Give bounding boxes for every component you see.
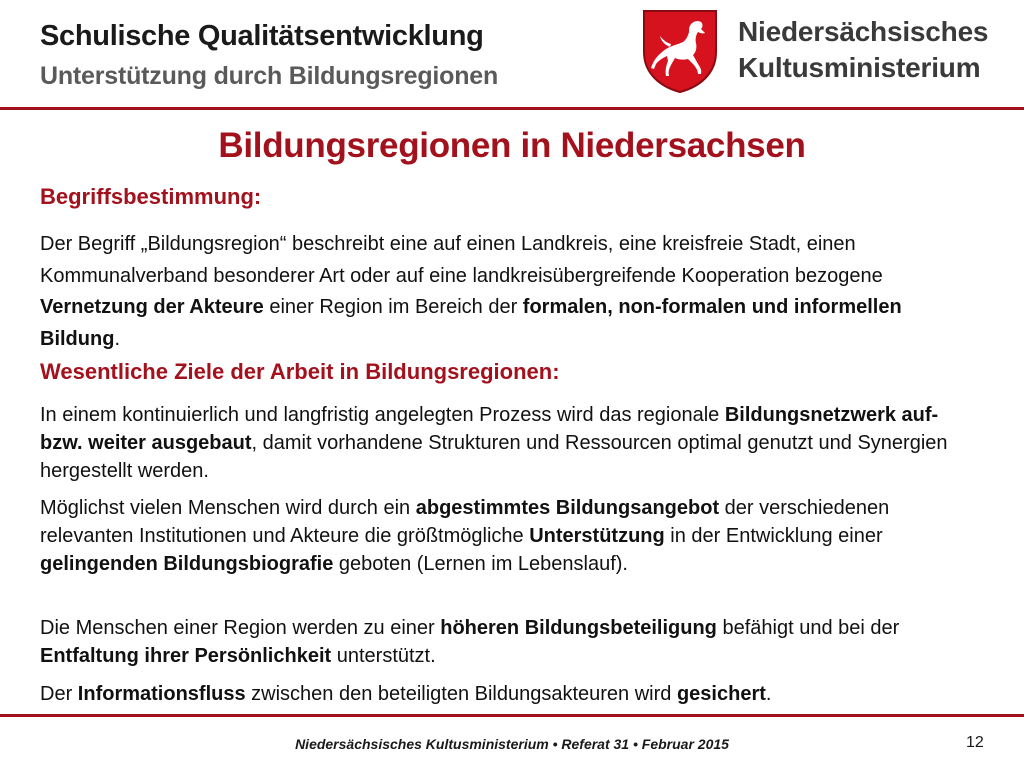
emphasized-text: gelingenden Bildungsbiografie xyxy=(40,553,334,575)
emphasized-text: Vernetzung der Akteure xyxy=(40,296,264,318)
section-heading-goals: Wesentliche Ziele der Arbeit in Bildungsregionen: xyxy=(40,359,560,384)
goal-paragraph-1 xyxy=(40,401,970,485)
paragraph-text: geboten (Lernen im Lebenslauf). xyxy=(333,553,628,575)
header-title: Schulische Qualitätsentwicklung xyxy=(40,20,484,52)
goal-paragraph-3 xyxy=(40,614,970,670)
footer-text: Niedersächsisches Kultusministerium • Referat 31 • Februar 2015 xyxy=(295,736,729,752)
emphasized-text: Bildungsnetzwerk auf- bzw. weiter ausgebaut xyxy=(40,404,939,454)
paragraph-text: in der Entwicklung einer xyxy=(664,525,883,547)
emphasized-text: Informationsfluss xyxy=(77,683,246,705)
paragraph-text: Der Begriff „Bildungsregion“ beschreibt eine auf einen Landkreis, eine kreisfreie Stadt, einen Kommunalverband besonderer Art oder auf eine landkreisübergreifende Kooperation bezogene xyxy=(40,233,883,287)
main-title: Bildungsregionen in Niedersachsen xyxy=(218,126,806,165)
header-divider xyxy=(0,107,1024,110)
paragraph-text: . xyxy=(114,327,120,350)
goal-paragraph-2 xyxy=(40,494,970,578)
definition-paragraph xyxy=(40,229,970,355)
section-heading-definition: Begriffsbestimmung: xyxy=(40,184,262,209)
paragraph-text: Die Menschen einer Region werden zu einer xyxy=(40,617,441,639)
emphasized-text: gesichert xyxy=(676,683,766,705)
paragraph-text: , damit vorhandene Strukturen und Ressourcen optimal genutzt und Synergien hergestellt werden. xyxy=(40,432,948,482)
emphasized-text: höheren Bildungsbeteiligung xyxy=(440,617,717,639)
paragraph-text: unterstützt. xyxy=(331,645,436,667)
header-subtitle: Unterstützung durch Bildungsregionen xyxy=(40,62,499,90)
paragraph-text: der verschiedenen relevanten Institutionen und Akteure die größtmögliche xyxy=(40,497,890,547)
paragraph-text: befähigt und bei der xyxy=(716,617,900,639)
goal-paragraph-4 xyxy=(40,680,970,708)
paragraph-text: zwischen den beteiligten Bildungsakteuren wird xyxy=(245,683,677,705)
emphasized-text: abgestimmtes Bildungsangebot xyxy=(415,497,720,519)
page-number: 12 xyxy=(966,734,984,751)
paragraph-text: In einem kontinuierlich und langfristig angelegten Prozess wird das regionale xyxy=(40,404,725,426)
paragraph-text: . xyxy=(765,683,772,705)
emphasized-text: Entfaltung ihrer Persönlichkeit xyxy=(40,645,332,667)
ministry-name xyxy=(738,14,988,86)
paragraph-text: Der xyxy=(40,683,78,705)
emphasized-text: Unterstützung xyxy=(529,525,665,547)
footer-divider xyxy=(0,714,1024,717)
emphasized-text: formalen, non-formalen und informellen Bildung xyxy=(40,296,902,350)
lower-saxony-horse-crest-icon xyxy=(641,8,719,94)
paragraph-text: Möglichst vielen Menschen wird durch ein xyxy=(40,497,416,519)
ministry-name-line2: Kultusministerium xyxy=(738,52,981,83)
ministry-name-line1: Niedersächsisches xyxy=(738,16,989,47)
paragraph-text: einer Region im Bereich der xyxy=(263,296,523,318)
